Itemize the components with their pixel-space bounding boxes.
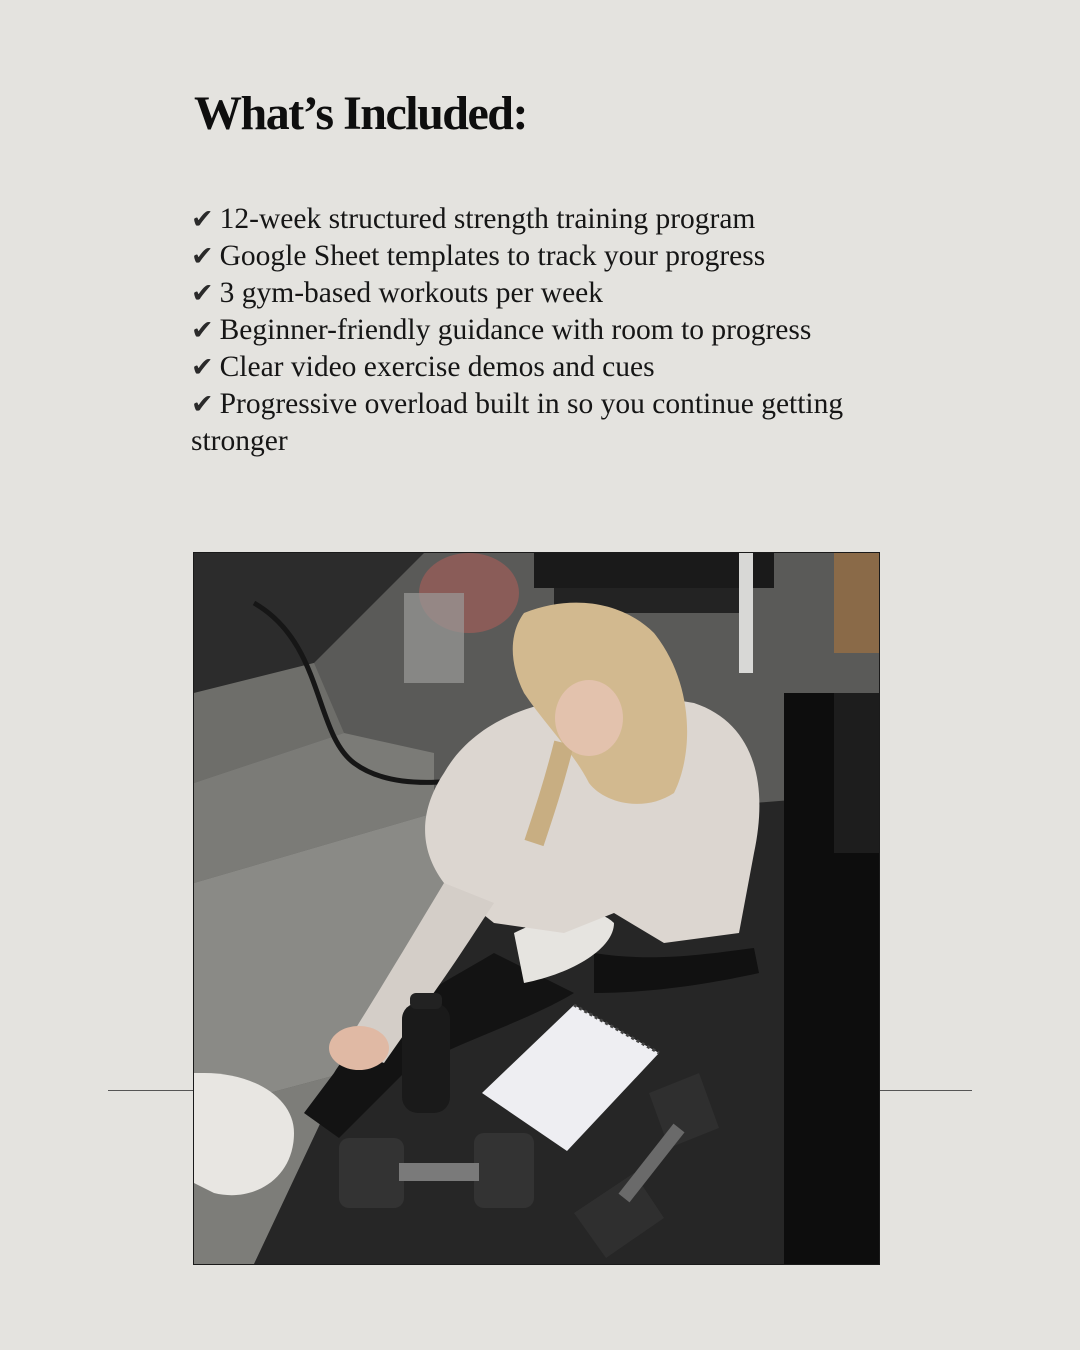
feature-list (191, 201, 891, 460)
checkmark-icon: ✔ (191, 352, 214, 383)
feature-text: Beginner-friendly guidance with room to progress (219, 314, 812, 346)
divider-line-right (878, 1090, 972, 1091)
page-title: What’s Included: (194, 87, 527, 140)
checkmark-icon: ✔ (191, 315, 214, 346)
checkmark-icon: ✔ (191, 389, 214, 420)
feature-item (191, 312, 891, 349)
feature-text: Google Sheet templates to track your progress (219, 240, 766, 272)
feature-text: 12-week structured strength training program (219, 203, 756, 235)
feature-item (191, 201, 891, 238)
feature-item (191, 275, 891, 312)
feature-text: Clear video exercise demos and cues (219, 351, 655, 383)
checkmark-icon: ✔ (191, 278, 214, 309)
checkmark-icon: ✔ (191, 241, 214, 272)
feature-item (191, 386, 891, 460)
feature-text: 3 gym-based workouts per week (219, 277, 604, 309)
divider-line-left (108, 1090, 196, 1091)
checkmark-icon: ✔ (191, 204, 214, 235)
feature-item (191, 238, 891, 275)
feature-text: Progressive overload built in so you continue getting stronger (191, 388, 844, 457)
workout-photo (194, 553, 879, 1264)
feature-item (191, 349, 891, 386)
